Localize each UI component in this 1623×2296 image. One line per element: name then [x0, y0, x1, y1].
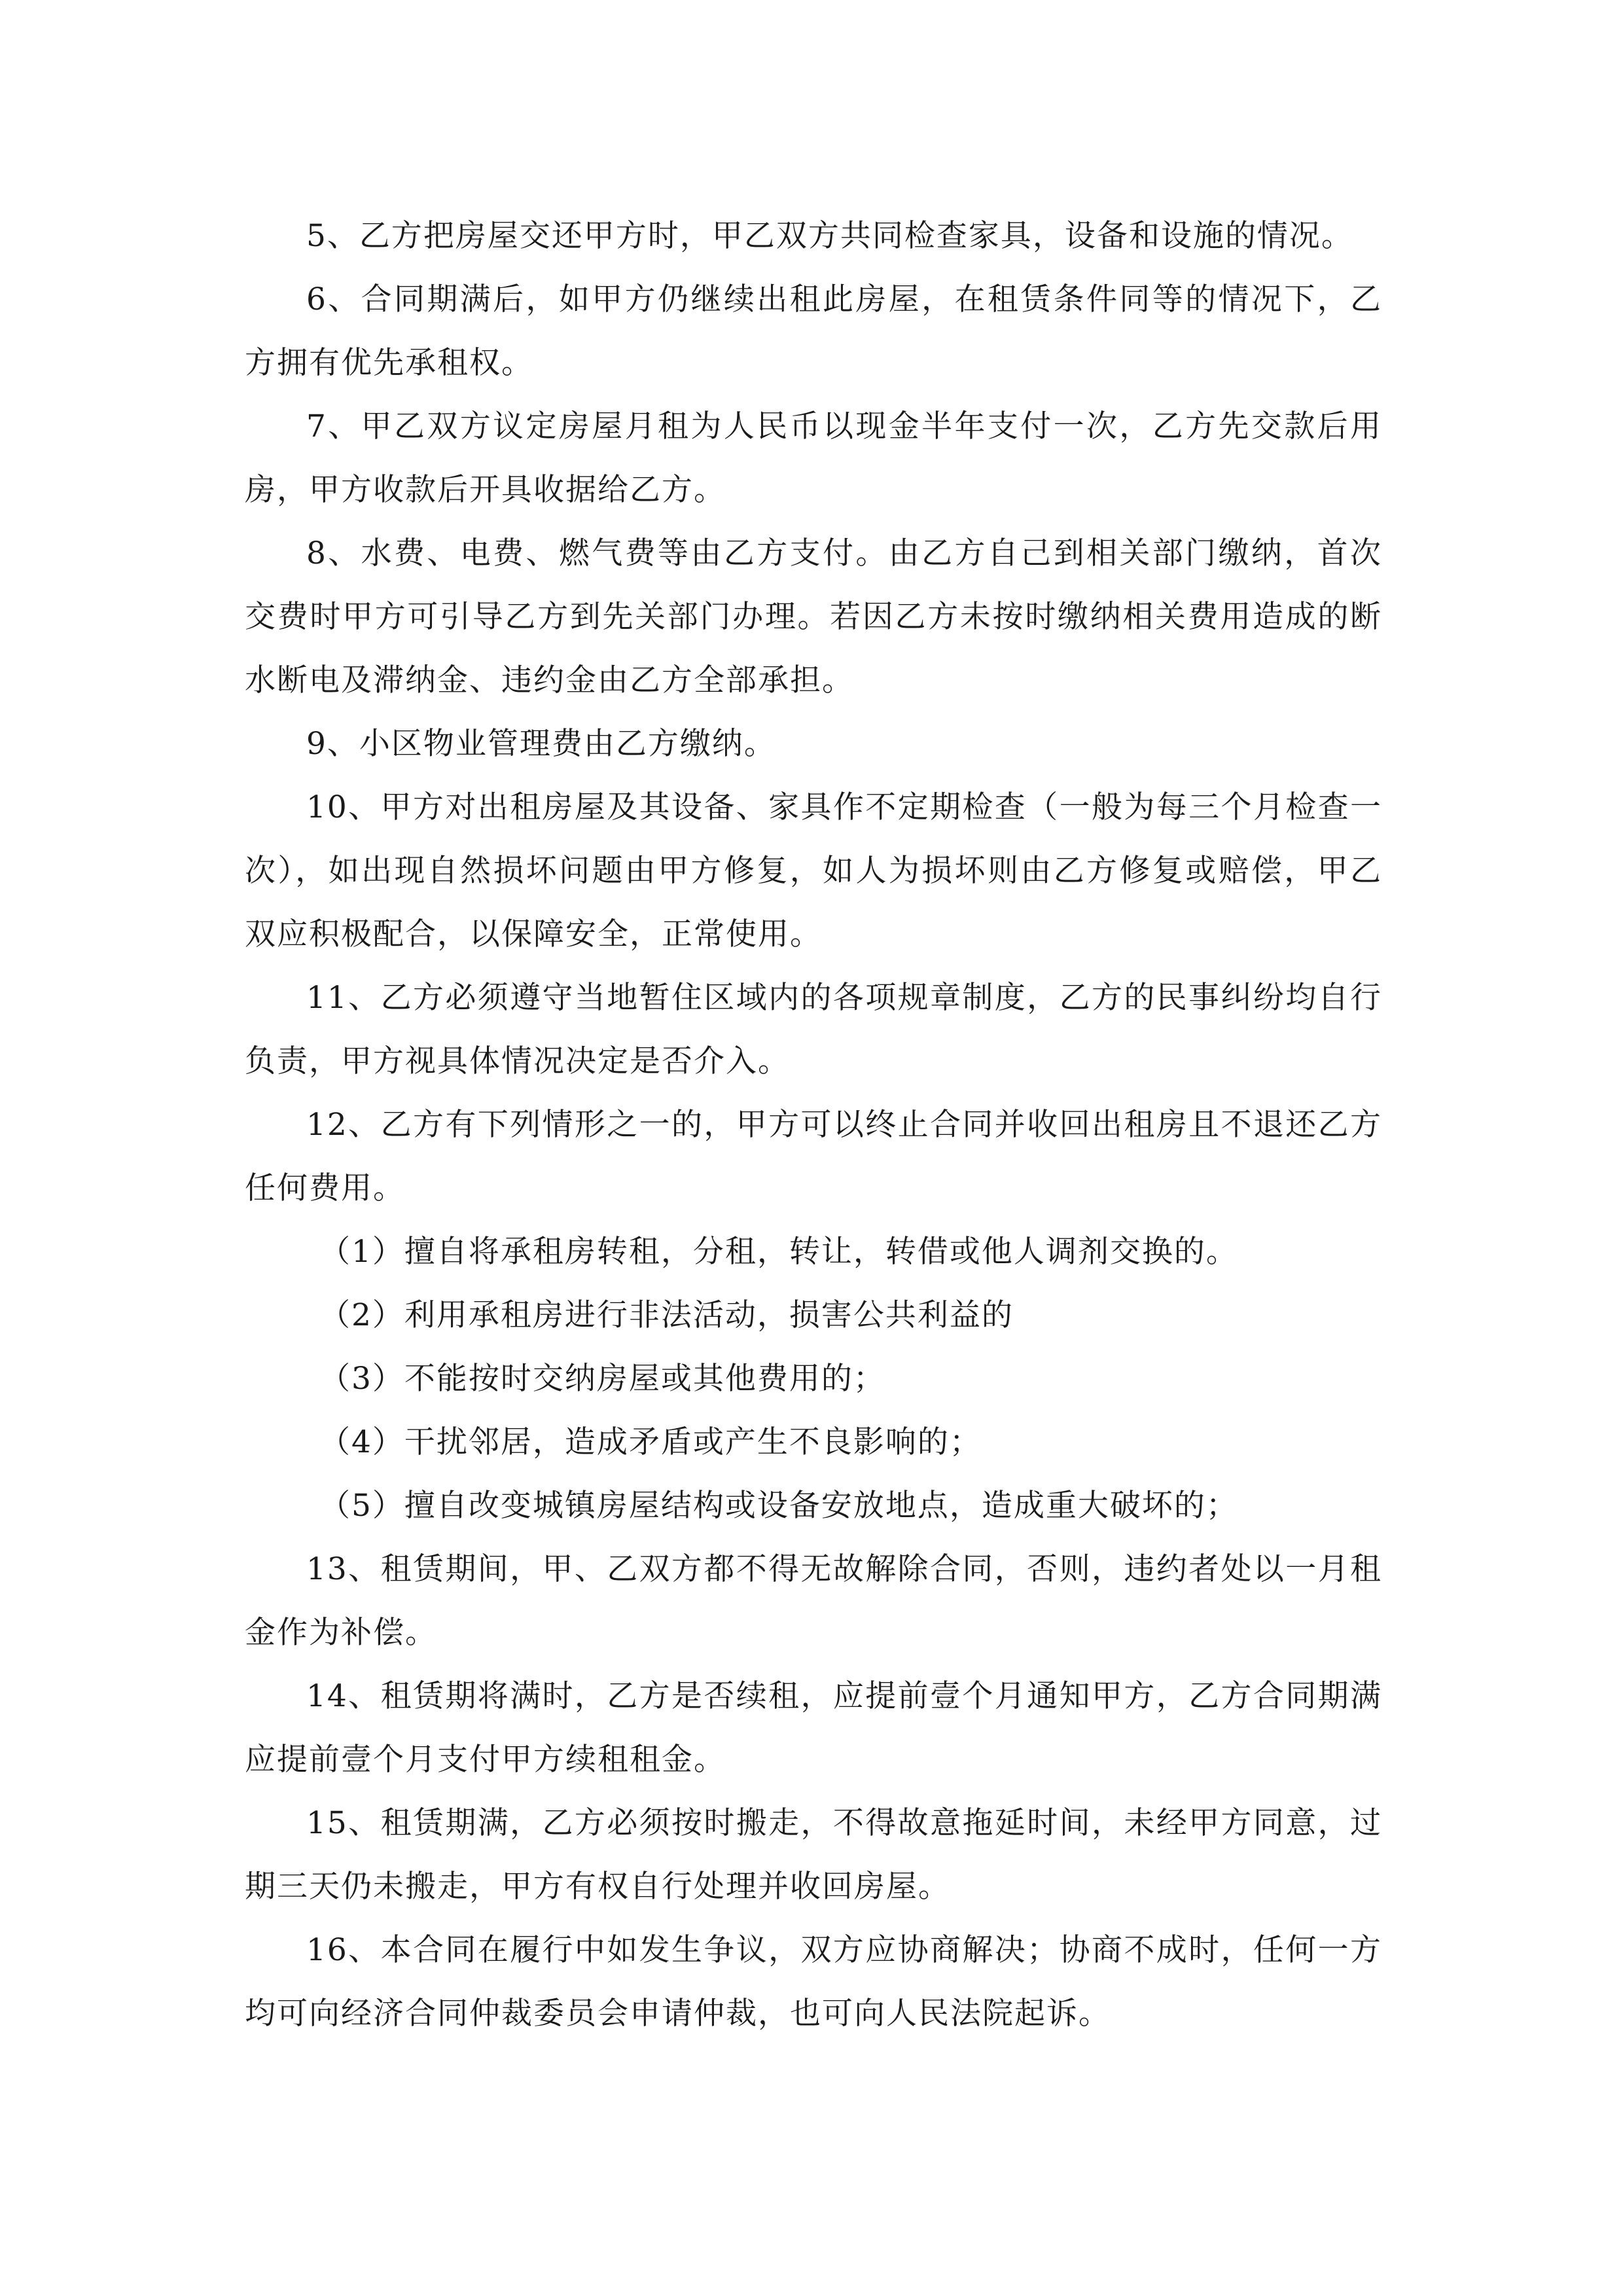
clause-10: 10、甲方对出租房屋及其设备、家具作不定期检查（一般为每三个月检查一次），如出现自然损坏问题由甲方修复，如人为损坏则由乙方修复或赔偿，甲乙双应积极配合，以保障安全，正常使用。: [245, 789, 1382, 952]
sub-item-3: （3）不能按时交纳房屋或其他费用的；: [319, 1361, 885, 1397]
clause-12: 12、乙方有下列情形之一的，甲方可以终止合同并收回出租房且不退还乙方任何费用。: [245, 1107, 1382, 1206]
clause-11: 11、乙方必须遵守当地暂住区域内的各项规章制度，乙方的民事纠纷均自行负责，甲方视具体情况决定是否介入。: [245, 980, 1382, 1079]
clause-13: 13、租赁期间，甲、乙双方都不得无故解除合同，否则，违约者处以一月租金作为补偿。: [245, 1551, 1382, 1651]
clause-7: 7、甲乙双方议定房屋月租为人民币以现金半年支付一次，乙方先交款后用房，甲方收款后开具收据给乙方。: [245, 408, 1382, 508]
sub-item-1: （1）擅自将承租房转租，分租，转让，转借或他人调剂交换的。: [319, 1234, 1238, 1270]
sub-item-2: （2）利用承租房进行非法活动，损害公共利益的: [319, 1297, 1014, 1333]
clause-15: 15、租赁期满，乙方必须按时搬走，不得故意拖延时间，未经甲方同意，过期三天仍未搬走，甲方有权自行处理并收回房屋。: [245, 1805, 1382, 1905]
clause-16: 16、本合同在履行中如发生争议，双方应协商解决；协商不成时，任何一方均可向经济合同仲裁委员会申请仲裁，也可向人民法院起诉。: [245, 1932, 1382, 2032]
clause-8: 8、水费、电费、燃气费等由乙方支付。由乙方自己到相关部门缴纳，首次交费时甲方可引导乙方到先关部门办理。若因乙方未按时缴纳相关费用造成的断水断电及滞纳金、违约金由乙方全部承担。: [245, 535, 1382, 698]
sub-item-5: （5）擅自改变城镇房屋结构或设备安放地点，造成重大破坏的；: [319, 1488, 1238, 1524]
clause-14: 14、租赁期将满时，乙方是否续租，应提前壹个月通知甲方，乙方合同期满应提前壹个月支付甲方续租租金。: [245, 1678, 1382, 1778]
clause-6: 6、合同期满后，如甲方仍继续出租此房屋，在租赁条件同等的情况下，乙方拥有优先承租权。: [245, 281, 1382, 381]
sub-item-4: （4）干扰邻居，造成矛盾或产生不良影响的；: [319, 1424, 982, 1460]
contract-body: [245, 204, 1382, 2045]
clause-5: 5、乙方把房屋交还甲方时，甲乙双方共同检查家具，设备和设施的情况。: [306, 218, 1353, 254]
clause-9: 9、小区物业管理费由乙方缴纳。: [306, 726, 776, 762]
